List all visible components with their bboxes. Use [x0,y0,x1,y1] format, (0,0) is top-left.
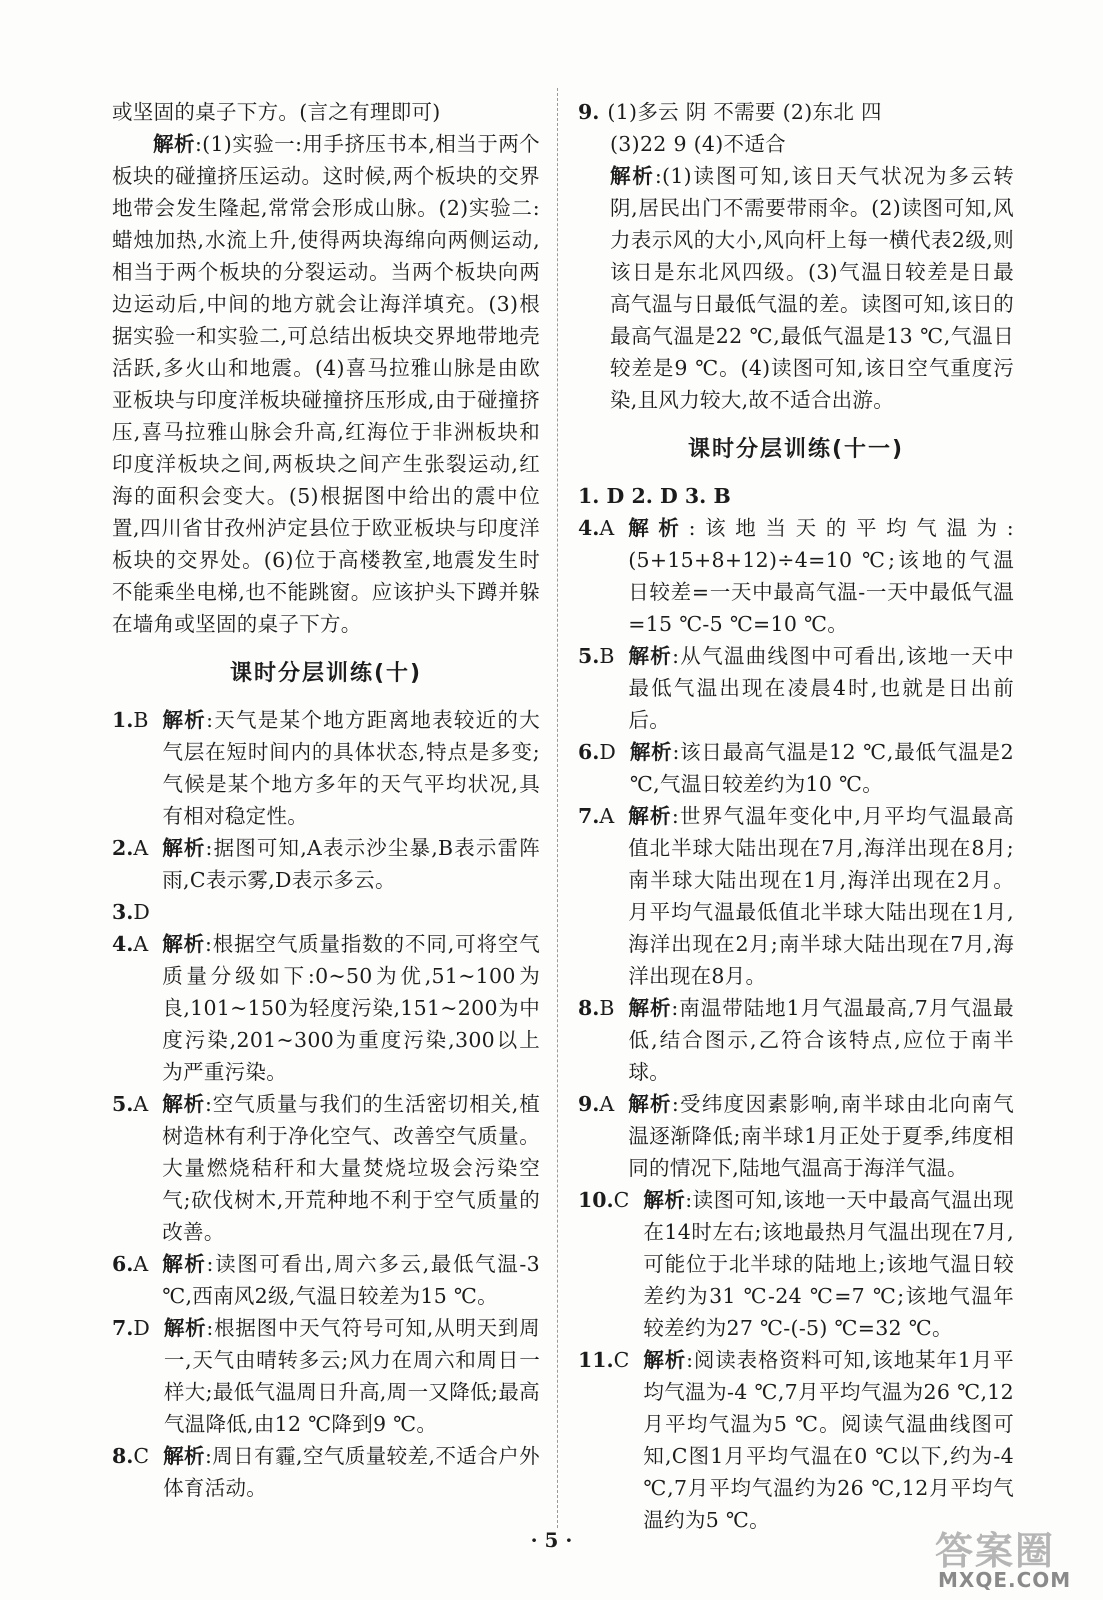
q9-answers: (1)多云 阴 不需要 (2)东北 四 [607,100,882,124]
question-number: 9. [578,100,600,124]
answer-body: 解析:天气是某个地方距离地表较近的大气层在短时间内的具体状态,特点是多变;气候是某个地方多年的天气平均状况,具有相对稳定性。 [162,708,540,828]
answer-item [578,1184,1014,1344]
answer-body: 解析:根据空气质量指数的不同,可将空气质量分级如下:0~50为优,51~100为良,101~150为轻度污染,151~200为中度污染,201~300为重度污染,300以上为严重污染。 [162,932,540,1084]
answer-item [578,640,1014,736]
q9-answers-2: (3)22 9 (4)不适合 [610,132,786,156]
answer-item [112,896,540,928]
answer-item [578,512,1014,640]
analysis-text: :(1)读图可知,该日天气状况为多云转阴,居民出门不需要带雨伞。(2)读图可知,风力表示风的大小,风向杆上每一横代表2级,则该日是东北风四级。(3)气温日较差是日最高气温与日最低气温的差。读图可知,该日的最高气温是22 ℃,最低气温是13 ℃,气温日较差是9 ℃。(4)读图可知,该日空气重度污染,且风力较大,故不适合出游。 [610,164,1014,412]
question-number: 4.A [112,932,149,956]
question-number: 2.A [112,836,149,860]
question-number: 6.A [112,1252,149,1276]
answer-body: 解析:空气质量与我们的生活密切相关,植树造林有利于净化空气、改善空气质量。大量燃烧秸秆和大量焚烧垃圾会污染空气;砍伐树木,开荒种地不利于空气质量的改善。 [162,1092,540,1244]
answer-body: 解析:读图可知,该地一天中最高气温出现在14时左右;该地最热月气温出现在7月,可能位于北半球的陆地上;该地气温日较差约为31 ℃-24 ℃=7 ℃;该地气温年较差约为27 ℃-(-5) ℃=32 ℃。 [643,1188,1014,1340]
left-column [112,96,540,1504]
page-number: · 5 · [530,1528,573,1552]
answer-body: 解析:该地当天的平均气温为:(5+15+8+12)÷4=10 ℃;该地的气温日较差=一天中最高气温-一天中最低气温=15 ℃-5 ℃=10 ℃。 [628,516,1014,636]
question-number: 4.A [578,516,615,540]
answer-item [112,704,540,832]
answer-item [578,992,1014,1088]
answer-item [578,1088,1014,1184]
question-number: 10.C [578,1188,630,1212]
answer-body: 解析:该日最高气温是12 ℃,最低气温是2 ℃,气温日较差约为10 ℃。 [629,740,1014,796]
answer-body: 解析:世界气温年变化中,月平均气温最高值北半球大陆出现在7月,海洋出现在8月;南半球大陆出现在1月,海洋出现在2月。月平均气温最低值北半球大陆出现在1月,海洋出现在2月;南半球大陆出现在7月,海洋出现在8月。 [628,804,1014,988]
answer-item [578,736,1014,800]
answer-item [112,1312,540,1440]
section-title-11: 课时分层训练(十一) [687,437,905,462]
analysis-paragraph [112,128,540,640]
answer-item [112,1248,540,1312]
watermark-url: MXQE.COM [938,1568,1072,1592]
analysis-label: 解析 [153,132,195,156]
intro-line: 或坚固的桌子下方。(言之有理即可) [112,100,441,124]
answer-body: 解析:读图可看出,周六多云,最低气温-3 ℃,西南风2级,气温日较差为15 ℃。 [162,1252,540,1308]
answer-body: 解析:受纬度因素影响,南半球由北向南气温逐渐降低;南半球1月正处于夏季,纬度相同的情况下,陆地气温高于海洋气温。 [628,1092,1014,1180]
q9-analysis [578,160,1014,416]
analysis-label: 解析 [610,164,655,188]
section-title-10: 课时分层训练(十) [229,661,423,686]
answer-item [112,928,540,1088]
question-number: 6.D [578,740,616,764]
answer-body [164,896,540,928]
right-column [578,96,1014,1536]
answer-body: 解析:从气温曲线图中可看出,该地一天中最低气温出现在凌晨4时,也就是日出前后。 [628,644,1014,732]
question-number: 7.A [578,804,615,828]
right-answer-list [578,512,1014,1536]
question-number: 1.B [112,708,149,732]
answer-body: 解析:根据图中天气符号可知,从明天到周一,天气由晴转多云;风力在周六和周日一样大;最低气温周日升高,周一又降低;最高气温降低,由12 ℃降到9 ℃。 [163,1316,540,1436]
answer-item [578,800,1014,992]
question-number: 11.C [578,1348,630,1372]
question-number: 3.D [112,900,150,924]
answers-1-3: 1. D 2. D 3. B [578,484,731,508]
watermark-logo: 答案圈 [935,1529,1056,1573]
question-number: 8.B [578,996,615,1020]
answer-item [112,832,540,896]
q9-answer-line [578,96,1014,128]
answer-body: 解析:南温带陆地1月气温最高,7月气温最低,结合图示,乙符合该特点,应位于南半球。 [628,996,1014,1084]
answer-item [578,1344,1014,1536]
answer-body: 解析:据图可知,A表示沙尘暴,B表示雷阵雨,C表示雾,D表示多云。 [162,836,540,892]
question-number: 5.A [112,1092,149,1116]
question-number: 9.A [578,1092,615,1116]
question-number: 7.D [112,1316,150,1340]
answer-item [112,1440,540,1504]
answer-body: 解析:阅读表格资料可知,该地某年1月平均气温为-4 ℃,7月平均气温为26 ℃,12月平均气温为5 ℃。阅读气温曲线图可知,C图1月平均气温在0 ℃以下,约为-4 ℃,7月平均气温约为26 ℃,12月平均气温约为5 ℃。 [643,1348,1014,1532]
analysis-text: :(1)实验一:用手挤压书本,相当于两个板块的碰撞挤压运动。这时候,两个板块的交界地带会发生隆起,常常会形成山脉。(2)实验二:蜡烛加热,水流上升,使得两块海绵向两侧运动,相当于两个板块的分裂运动。当两个板块向两边运动后,中间的地方就会让海洋填充。(3)根据实验一和实验二,可总结出板块交界地带地壳活跃,多火山和地震。(4)喜马拉雅山脉是由欧亚板块与印度洋板块碰撞挤压形成,由于碰撞挤压,喜马拉雅山脉会升高,红海位于非洲板块和印度洋板块之间,两板块之间产生张裂运动,红海的面积会变大。(5)根据图中给出的震中位置,四川省甘孜州泸定县位于欧亚板块与印度洋板块的交界处。(6)位于高楼教室,地震发生时不能乘坐电梯,也不能跳窗。应该护头下蹲并躲在墙角或坚固的桌子下方。 [112,132,540,636]
question-number: 5.B [578,644,615,668]
question-number: 8.C [112,1444,150,1468]
column-divider [557,88,558,1528]
answer-item [112,1088,540,1248]
left-answer-list [112,704,540,1504]
answer-body: 解析:周日有霾,空气质量较差,不适合户外体育活动。 [163,1444,540,1500]
